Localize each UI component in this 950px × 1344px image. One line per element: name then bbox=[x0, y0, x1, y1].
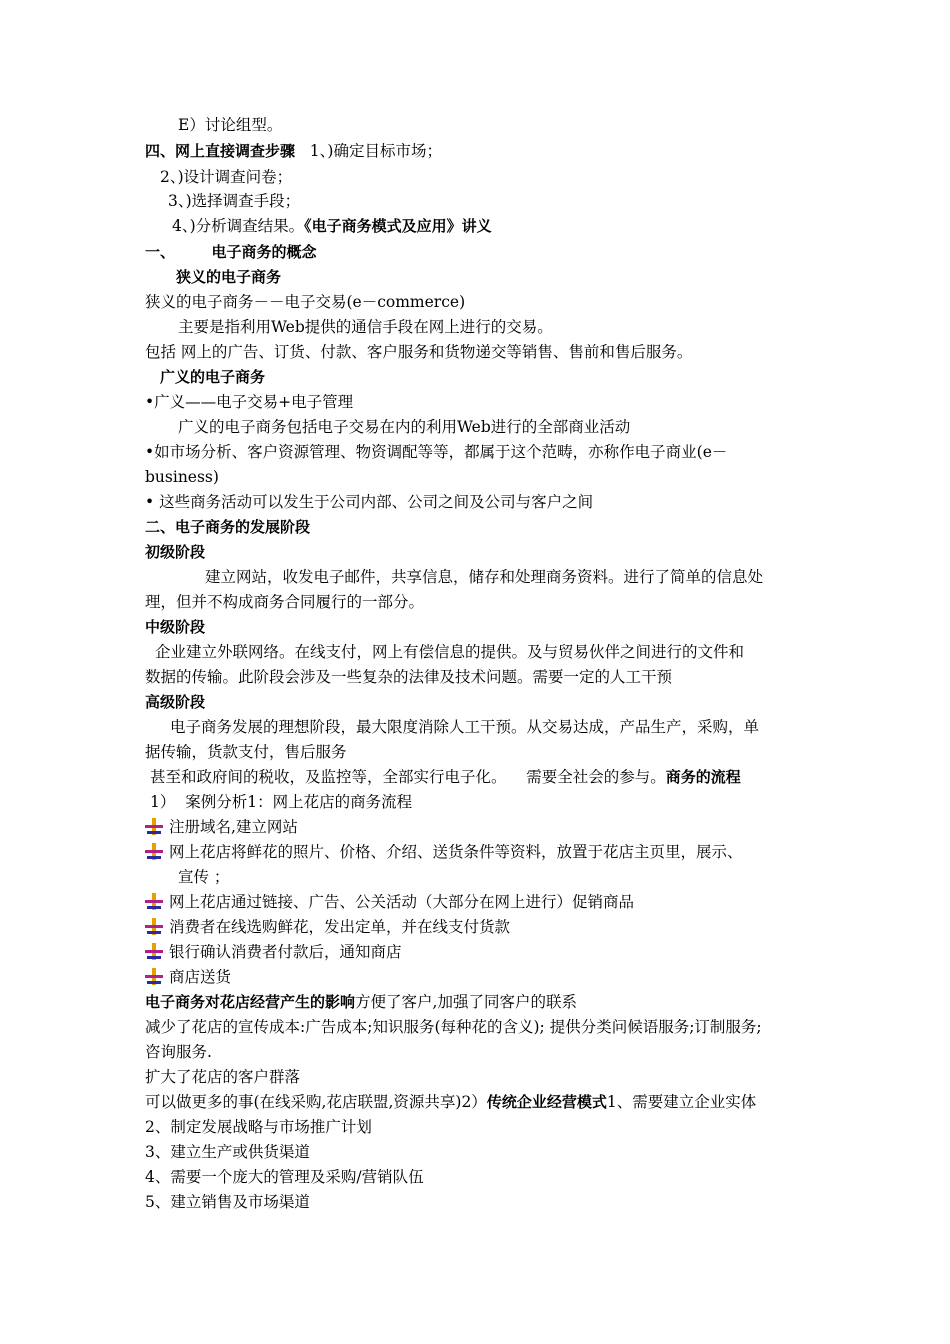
text-line bbox=[145, 741, 347, 763]
text-line bbox=[145, 541, 205, 563]
text-line bbox=[145, 816, 298, 838]
text-span: 1） 案例分析1：网上花店的商务流程 bbox=[150, 793, 413, 811]
text-span: 咨询服务. bbox=[145, 1043, 212, 1061]
text-line bbox=[155, 641, 744, 663]
text-line bbox=[168, 190, 300, 212]
text-span: 网上花店将鲜花的照片、价格、介绍、送货条件等资料，放置于花店主页里，展示、 bbox=[169, 843, 743, 861]
text-span: 广义的电子商务包括电子交易在内的利用Web进行的全部商业活动 bbox=[178, 418, 631, 436]
text-line bbox=[205, 566, 763, 588]
bold-text: 初级阶段 bbox=[145, 543, 206, 561]
text-line bbox=[145, 291, 465, 313]
text-span: 宣传 ； bbox=[178, 868, 230, 886]
bold-text: 电子商务对花店经营产生的影响 bbox=[145, 993, 356, 1011]
text-line bbox=[145, 1016, 762, 1038]
text-span: 狭义的电子商务－－电子交易(e－commerce) bbox=[145, 293, 466, 311]
text-line bbox=[176, 266, 281, 288]
text-span: 可以做更多的事(在线采购,花店联盟,资源共享)2） bbox=[145, 1093, 487, 1111]
text-span: business) bbox=[145, 468, 219, 486]
bullet-icon bbox=[145, 818, 163, 835]
text-line bbox=[145, 691, 205, 713]
bold-text: 二、电子商务的发展阶段 bbox=[145, 518, 311, 536]
text-line bbox=[145, 466, 219, 488]
text-line bbox=[145, 441, 727, 463]
text-span: 3、建立生产或供货渠道 bbox=[145, 1143, 310, 1161]
text-span: • 这些商务活动可以发生于公司内部、公司之间及公司与客户之间 bbox=[145, 493, 594, 511]
bold-text: 一、 电子商务的概念 bbox=[145, 243, 317, 261]
text-line bbox=[145, 341, 692, 363]
text-line bbox=[170, 716, 759, 738]
text-span: 注册域名,建立网站 bbox=[169, 818, 298, 836]
bold-text: 四、网上直接调查步骤 bbox=[145, 142, 296, 160]
text-line bbox=[145, 1091, 756, 1113]
text-span: 网上花店通过链接、广告、公关活动（大部分在网上进行）促销商品 bbox=[169, 893, 635, 911]
text-span: 包括 网上的广告、订货、付款、客户服务和货物递交等销售、售前和售后服务。 bbox=[145, 343, 693, 361]
text-span: 3、)选择调查手段； bbox=[168, 192, 301, 210]
bold-text: 《电子商务模式及应用》讲义 bbox=[304, 217, 492, 235]
text-span: 电子商务发展的理想阶段，最大限度消除人工干预。从交易达成，产品生产，采购，单 bbox=[170, 718, 760, 736]
text-line bbox=[145, 891, 634, 913]
bold-text: 高级阶段 bbox=[145, 693, 206, 711]
text-span: 主要是指利用Web提供的通信手段在网上进行的交易。 bbox=[178, 318, 553, 336]
text-span: 4、需要一个庞大的管理及采购/营销队伍 bbox=[145, 1168, 424, 1186]
bullet-icon bbox=[145, 943, 163, 960]
text-span: 2、制定发展战略与市场推广计划 bbox=[145, 1118, 372, 1136]
text-span: 4、)分析调查结果。 bbox=[172, 217, 305, 235]
text-span: 2、)设计调查问卷； bbox=[160, 168, 293, 186]
text-span: 1、需要建立企业实体 bbox=[606, 1093, 757, 1111]
text-span: 甚至和政府间的税收，及监控等，全部实行电子化。 需要全社会的参与。 bbox=[150, 768, 666, 786]
bullet-icon bbox=[145, 843, 163, 860]
text-line bbox=[145, 1166, 424, 1188]
text-line bbox=[178, 114, 282, 136]
text-line bbox=[160, 366, 265, 388]
bold-text: 狭义的电子商务 bbox=[176, 268, 282, 286]
text-line bbox=[160, 166, 292, 188]
text-line bbox=[145, 1116, 372, 1138]
text-line bbox=[145, 391, 353, 413]
text-line bbox=[145, 140, 442, 162]
text-span: •广义——电子交易+电子管理 bbox=[145, 393, 354, 411]
bold-text: 中级阶段 bbox=[145, 618, 206, 636]
text-span: •如市场分析、客户资源管理、物资调配等等，都属于这个范畴，亦称作电子商业(e－ bbox=[145, 443, 728, 461]
text-line bbox=[145, 666, 672, 688]
text-span: 1、)确定目标市场； bbox=[295, 142, 442, 160]
bold-text: 广义的电子商务 bbox=[160, 368, 266, 386]
text-span: 据传输，货款支付，售后服务 bbox=[145, 743, 347, 761]
text-line bbox=[150, 766, 741, 788]
text-span: 理，但并不构成商务合同履行的一部分。 bbox=[145, 593, 425, 611]
text-line bbox=[145, 616, 205, 638]
bullet-icon bbox=[145, 968, 163, 985]
text-line bbox=[145, 966, 231, 988]
text-line bbox=[145, 1066, 300, 1088]
text-line bbox=[172, 215, 492, 237]
text-line bbox=[145, 841, 743, 863]
text-span: 商店送货 bbox=[169, 968, 232, 986]
bullet-icon bbox=[145, 918, 163, 935]
text-line bbox=[145, 1191, 310, 1213]
text-span: 银行确认消费者付款后，通知商店 bbox=[169, 943, 402, 961]
text-line bbox=[150, 791, 412, 813]
text-line bbox=[145, 1041, 212, 1063]
text-span: 建立网站，收发电子邮件，共享信息，储存和处理商务资料。进行了简单的信息处 bbox=[205, 568, 764, 586]
text-span: 扩大了花店的客户群落 bbox=[145, 1068, 301, 1086]
text-span: 减少了花店的宣传成本:广告成本;知识服务(每种花的含义); 提供分类问候语服务;订制服务; bbox=[145, 1018, 762, 1036]
text-span: E）讨论组型。 bbox=[178, 116, 283, 134]
text-span: 企业建立外联网络。在线支付，网上有偿信息的提供。及与贸易伙伴之间进行的文件和 bbox=[155, 643, 745, 661]
text-line bbox=[145, 241, 317, 263]
text-line bbox=[145, 516, 310, 538]
text-line bbox=[178, 866, 229, 888]
bullet-icon bbox=[145, 893, 163, 910]
bold-text: 传统企业经营模式 bbox=[486, 1093, 607, 1111]
text-span: 消费者在线选购鲜花，发出定单，并在线支付货款 bbox=[169, 918, 511, 936]
text-line bbox=[178, 316, 553, 338]
bold-text: 商务的流程 bbox=[665, 768, 741, 786]
text-line bbox=[145, 991, 577, 1013]
text-line bbox=[145, 916, 510, 938]
text-line bbox=[145, 491, 593, 513]
text-line bbox=[145, 591, 424, 613]
text-span: 数据的传输。此阶段会涉及一些复杂的法律及技术问题。需要一定的人工干预 bbox=[145, 668, 673, 686]
text-span: 方便了客户,加强了同客户的联系 bbox=[355, 993, 577, 1011]
text-span: 5、建立销售及市场渠道 bbox=[145, 1193, 310, 1211]
text-line bbox=[178, 416, 630, 438]
text-line bbox=[145, 941, 402, 963]
text-line bbox=[145, 1141, 310, 1163]
